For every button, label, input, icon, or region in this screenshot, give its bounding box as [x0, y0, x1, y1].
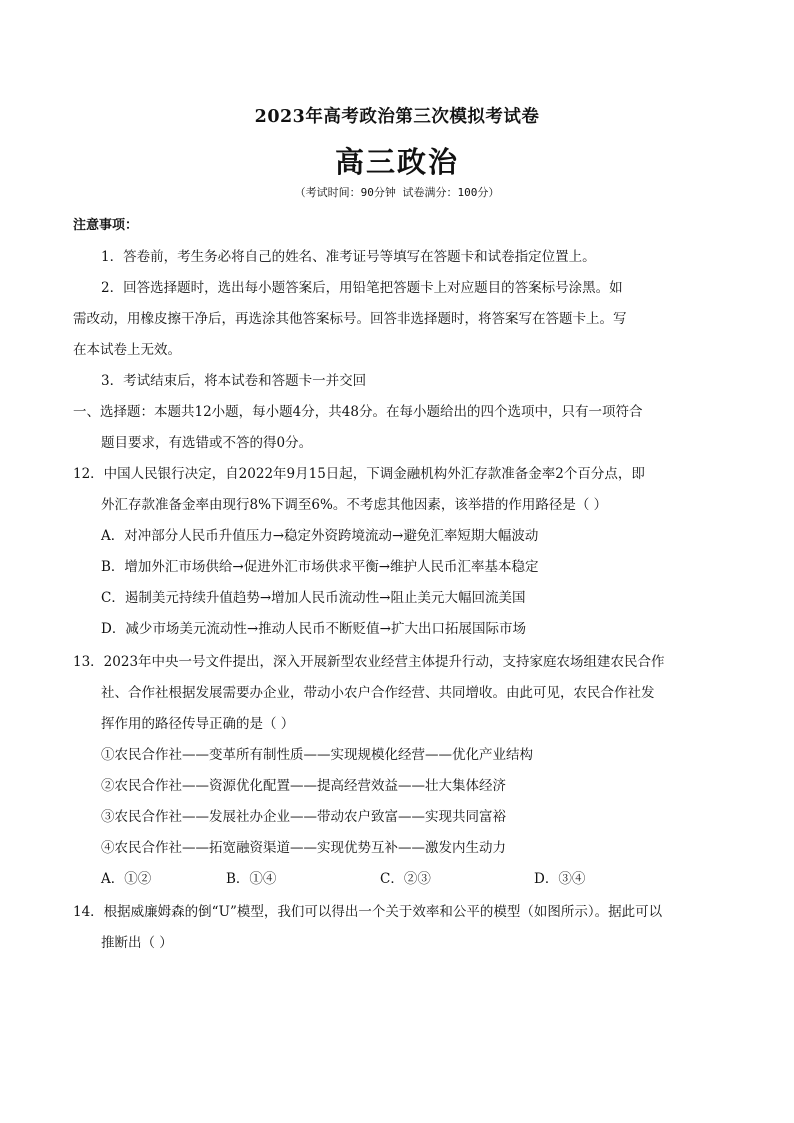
question-14-stem-line-1: 14．根据威廉姆森的倒“U”模型，我们可以得出一个关于效率和公平的模型（如图所示）。据此可以	[73, 904, 663, 920]
exam-info: （考试时间：90分钟 试卷满分：100分）	[294, 186, 500, 199]
question-13-option-d: D．③④	[534, 871, 586, 887]
question-12-stem-line-1: 12．中国人民银行决定，自2022年9月15日起，下调金融机构外汇存款准备金率2个百分点，即	[73, 466, 645, 482]
section-1-heading: 一、选择题：本题共12小题，每小题4分，共48分。在每小题给出的四个选项中，只有一项符合	[73, 404, 643, 420]
question-12-option-b: B．增加外汇市场供给→促进外汇市场供求平衡→维护人民币汇率基本稳定	[101, 559, 539, 575]
section-1-heading-cont: 题目要求，有选错或不答的得0分。	[101, 435, 313, 451]
question-13-option-a: A．①②	[101, 871, 152, 887]
question-13-item-1: ①农民合作社——变革所有制性质——实现规模化经营——优化产业结构	[101, 747, 533, 763]
notice-item-2-line-3: 在本试卷上无效。	[73, 342, 181, 358]
question-13-option-c: C．②③	[380, 871, 431, 887]
question-12-option-d: D．减少市场美元流动性→推动人民币不断贬值→扩大出口拓展国际市场	[101, 621, 526, 637]
notice-heading: 注意事项：	[73, 218, 139, 233]
question-13-option-b: B．①④	[226, 871, 277, 887]
question-13-stem-line-1: 13．2023年中央一号文件提出，深入开展新型农业经营主体提升行动，支持家庭农场组建农民合作	[73, 654, 665, 670]
notice-item-1: 1．答卷前，考生务必将自己的姓名、准考证号等填写在答题卡和试卷指定位置上。	[101, 249, 596, 265]
notice-item-2-line-2: 需改动，用橡皮擦干净后，再选涂其他答案标号。回答非选择题时，将答案写在答题卡上。写	[73, 311, 627, 327]
question-13-item-4: ④农民合作社——拓宽融资渠道——实现优势互补——激发内生动力	[101, 840, 506, 856]
question-13-item-3: ③农民合作社——发展社办企业——带动农户致富——实现共同富裕	[101, 809, 506, 825]
notice-item-3: 3．考试结束后，将本试卷和答题卡一并交回	[101, 373, 367, 389]
question-12-option-a: A．对冲部分人民币升值压力→稳定外资跨境流动→避免汇率短期大幅波动	[101, 528, 539, 544]
question-13-stem-line-2: 社、合作社根据发展需要办企业，带动小农户合作经营、共同增收。由此可见，农民合作社发	[101, 685, 655, 701]
exam-title: 2023年高考政治第三次模拟考试卷	[254, 107, 540, 127]
subject-title: 高三政治	[334, 145, 459, 179]
question-12-stem-line-2: 外汇存款准备金率由现行8%下调至6%。不考虑其他因素，该举措的作用路径是（ ）	[101, 497, 608, 513]
question-12-option-c: C．遏制美元持续升值趋势→增加人民币流动性→阻止美元大幅回流美国	[101, 590, 526, 606]
notice-item-2-line-1: 2．回答选择题时，选出每小题答案后，用铅笔把答题卡上对应题目的答案标号涂黑。如	[101, 280, 623, 296]
question-13-item-2: ②农民合作社——资源优化配置——提高经营效益——壮大集体经济	[101, 778, 506, 794]
question-14-stem-line-2: 推断出（ ）	[101, 935, 173, 951]
question-13-stem-line-3: 挥作用的路径传导正确的是（ ）	[101, 716, 295, 732]
